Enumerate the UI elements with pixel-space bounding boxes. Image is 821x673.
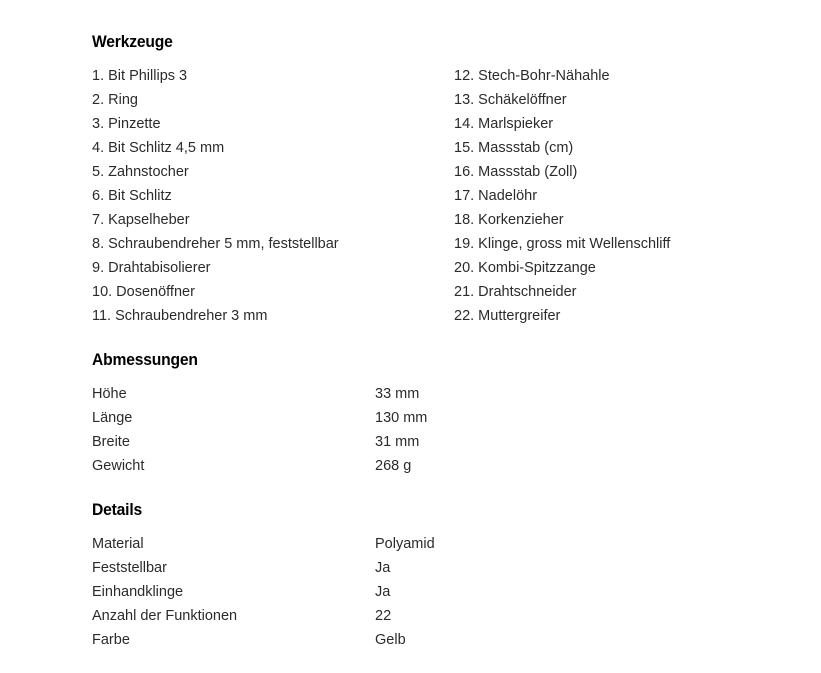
detail-value: Ja [375,584,391,600]
dimension-row [92,430,592,454]
dimension-key: Gewicht [92,458,145,474]
detail-row [92,628,592,652]
dimension-key: Breite [92,434,130,450]
detail-value: Ja [375,560,391,576]
tool-item: 19. Klinge, gross mit Wellenschliff [454,236,671,252]
tool-item: 5. Zahnstocher [92,164,189,180]
dimension-value: 130 mm [375,410,428,426]
detail-row [92,532,592,556]
tool-item: 2. Ring [92,92,138,108]
tool-item: 22. Muttergreifer [454,308,561,324]
detail-value: Gelb [375,632,406,648]
tools-list-left [92,64,339,328]
detail-key: Material [92,536,144,552]
tool-item: 10. Dosenöffner [92,284,195,300]
dimension-row [92,454,592,478]
detail-value: Polyamid [375,536,435,552]
tool-item: 3. Pinzette [92,116,161,132]
dimension-value: 33 mm [375,386,420,402]
detail-value: 22 [375,608,392,624]
tool-item: 9. Drahtabisolierer [92,260,211,276]
tool-item: 14. Marlspieker [454,116,554,132]
tool-item: 15. Massstab (cm) [454,140,574,156]
dimensions-heading: Abmessungen [92,350,198,369]
details-table [92,532,592,652]
tools-list-right [454,64,670,328]
dimension-row [92,406,592,430]
dimension-key: Länge [92,410,133,426]
tool-item: 16. Massstab (Zoll) [454,164,578,180]
dimension-row [92,382,592,406]
tool-item: 1. Bit Phillips 3 [92,68,188,84]
tool-item: 6. Bit Schlitz [92,188,172,204]
dimension-value: 268 g [375,458,412,474]
detail-key: Einhandklinge [92,584,184,600]
tool-item: 13. Schäkelöffner [454,92,567,108]
tool-item: 21. Drahtschneider [454,284,577,300]
detail-key: Farbe [92,632,130,648]
detail-key: Feststellbar [92,560,167,576]
tool-item: 11. Schraubendreher 3 mm [92,308,268,324]
tool-item: 7. Kapselheber [92,212,190,228]
detail-row [92,604,592,628]
detail-row [92,580,592,604]
tool-item: 8. Schraubendreher 5 mm, feststellbar [92,236,339,252]
tool-item: 17. Nadelöhr [454,188,538,204]
dimensions-table [92,382,592,478]
tool-item: 12. Stech-Bohr-Nähahle [454,68,610,84]
dimension-value: 31 mm [375,434,420,450]
details-heading: Details [92,500,143,519]
tools-heading: Werkzeuge [92,32,173,51]
tool-item: 20. Kombi-Spitzzange [454,260,596,276]
detail-row [92,556,592,580]
tool-item: 4. Bit Schlitz 4,5 mm [92,140,225,156]
detail-key: Anzahl der Funktionen [92,608,238,624]
tool-item: 18. Korkenzieher [454,212,564,228]
dimension-key: Höhe [92,386,127,402]
